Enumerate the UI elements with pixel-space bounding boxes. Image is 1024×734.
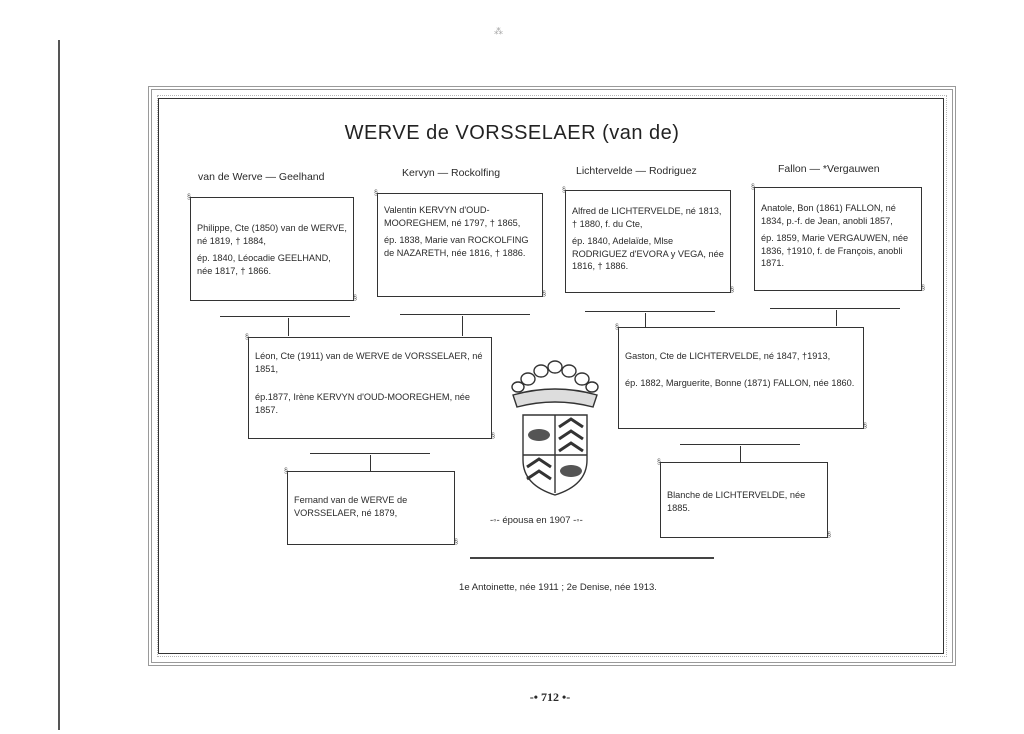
box-text: § Anatole, Bon (1861) FALLON, né 1834, p.-f. de Jean, anobli 1857,	[761, 203, 896, 226]
couple-heading-2: Kervyn — Rockolfing	[402, 167, 501, 179]
box-text: § Blanche de LICHTERVELDE, née 1885.	[667, 490, 806, 513]
box-text: ép. 1838, Marie van ROCKOLFING de NAZARETH, née 1816, † 1886.	[384, 235, 529, 258]
connector-line	[462, 316, 463, 336]
connector-bracket	[220, 316, 350, 323]
box-text: ép. 1859, Marie VERGAUWEN, née 1836, †1910, f. de François, anobli 1871.	[761, 233, 909, 269]
person-box-philippe	[190, 197, 354, 301]
divider-line	[470, 557, 714, 559]
box-text: § Gaston, Cte de LICHTERVELDE, né 1847, †1913,	[625, 351, 831, 361]
connector-bracket	[400, 314, 530, 321]
couple-heading-3: Lichtervelde — Rodriguez	[576, 165, 697, 177]
coat-of-arms-icon	[505, 355, 605, 500]
marriage-note: -◦- épousa en 1907 -◦-	[490, 515, 583, 526]
box-text: § Alfred de LICHTERVELDE, né 1813, † 1880, f. du Cte,	[572, 206, 722, 229]
box-text: § Valentin KERVYN d'OUD-MOOREGHEM, né 1797, † 1865,	[384, 205, 521, 228]
box-text: ép.1877, Irène KERVYN d'OUD-MOOREGHEM, née 1857.	[255, 392, 471, 415]
person-box-alfred	[565, 190, 731, 293]
box-text: § Fernand van de WERVE de VORSSELAER, né 1879,	[294, 495, 408, 518]
person-box-leon	[248, 337, 492, 439]
box-text: ép. 1882, Marguerite, Bonne (1871) FALLON, née 1860.	[625, 377, 855, 388]
connector-line	[370, 455, 371, 471]
connector-bracket	[585, 311, 715, 318]
person-box-anatole	[754, 187, 922, 291]
connector-line	[836, 310, 837, 326]
box-text: ép. 1840, Adelaïde, Mlse RODRIGUEZ d'EVORA y VEGA, née 1816, † 1886.	[572, 236, 724, 272]
person-box-fernand	[287, 471, 455, 545]
person-box-gaston	[618, 327, 864, 429]
box-text: § Philippe, Cte (1850) van de WERVE, né 1819, † 1884,	[197, 223, 347, 246]
box-text: § Léon, Cte (1911) van de WERVE de VORSSELAER, né 1851,	[255, 351, 483, 374]
connector-line	[288, 318, 289, 336]
connector-bracket	[770, 308, 900, 315]
box-text: ép. 1840, Léocadie GEELHAND, née 1817, † 1866.	[197, 253, 331, 276]
connector-line	[645, 313, 646, 327]
connector-line	[740, 446, 741, 462]
couple-heading-1: van de Werve — Geelhand	[198, 171, 325, 183]
person-box-blanche	[660, 462, 828, 538]
top-smudge-mark: ⁂	[494, 26, 503, 36]
page-number: -• 712 •-	[529, 690, 571, 704]
page-title: WERVE de VORSSELAER (van de)	[344, 122, 680, 144]
page-number-value: 712	[541, 690, 559, 704]
person-box-valentin	[377, 193, 543, 297]
couple-heading-4: Fallon — *Vergauwen	[778, 163, 880, 175]
children-line: 1e Antoinette, née 1911 ; 2e Denise, née 1913.	[459, 582, 657, 593]
